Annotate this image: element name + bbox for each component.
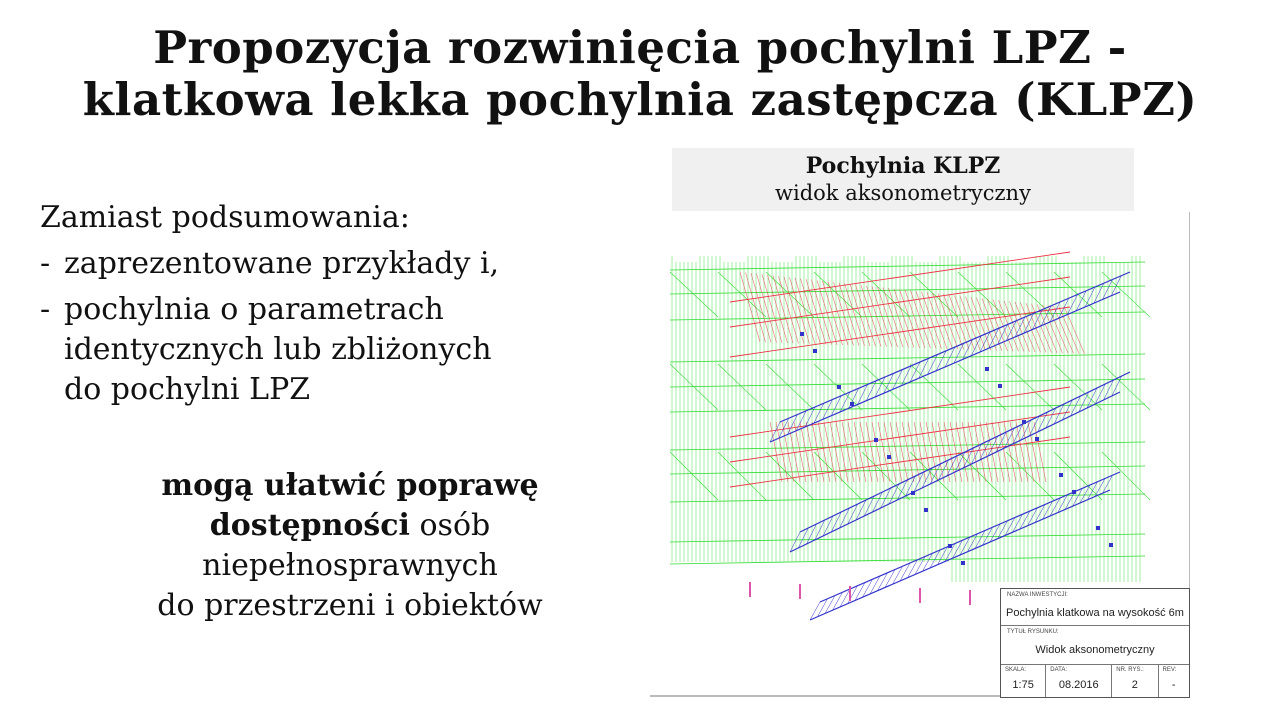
scaffold-brace	[766, 364, 814, 410]
title-block-meta-row	[1001, 664, 1189, 697]
title-block-drawing-row	[1001, 625, 1189, 665]
railing-line	[1048, 306, 1068, 354]
conclusion-block	[60, 466, 640, 626]
scaffold-brace	[718, 364, 766, 410]
conclusion-bold-1: mogą ułatwić poprawę	[161, 468, 539, 503]
railing-line	[776, 422, 788, 482]
railing-line	[834, 282, 854, 345]
conclusion-line-3: niepełnosprawnych	[202, 548, 498, 583]
slide-title	[0, 22, 1280, 126]
slide-title-line-2: klatkowa lekka pochylnia zastępcza (KLPZ)	[82, 73, 1198, 126]
railing-line	[992, 422, 1004, 482]
railing-line	[889, 288, 909, 347]
railing-line	[740, 272, 760, 342]
bullet-item-2	[40, 290, 499, 410]
railing-line	[1043, 305, 1063, 353]
scale-value: 1:75	[1012, 679, 1034, 691]
bullet-dash: -	[40, 292, 51, 327]
railing-line	[900, 289, 920, 347]
drawing-title-block	[1000, 588, 1190, 698]
rev-cell	[1159, 664, 1190, 697]
rev-value: -	[1171, 679, 1176, 691]
joint-node	[1072, 490, 1076, 494]
joint-node	[985, 367, 989, 371]
scaffold-ledger	[670, 262, 1145, 270]
railing-line	[872, 422, 884, 482]
scaffold-brace	[1102, 452, 1150, 500]
joint-node	[998, 384, 1002, 388]
railing-line	[1004, 301, 1024, 352]
railing-line	[790, 277, 810, 343]
scale-label: SKALA:	[1005, 667, 1027, 673]
railing-line	[944, 294, 964, 349]
bullet-2-line-1: pochylnia o parametrach	[64, 292, 444, 327]
railing-line	[860, 422, 872, 482]
joint-node	[1022, 420, 1026, 424]
scaffold-brace	[1102, 364, 1150, 410]
railing-line	[988, 299, 1008, 351]
bullet-item-1	[40, 244, 499, 284]
title-block-project-row	[1001, 589, 1189, 626]
railing-line	[800, 422, 812, 482]
railing-line	[999, 300, 1019, 351]
rev-label: REV:	[1162, 667, 1177, 673]
railing-line	[746, 273, 766, 343]
scaffold-brace	[1006, 364, 1054, 410]
bullet-2-line-3: do pochylni LPZ	[64, 372, 311, 407]
scale-cell	[1001, 664, 1046, 697]
conclusion-bold-2: dostępności	[209, 508, 410, 543]
bullet-dash: -	[40, 246, 51, 281]
conclusion-line-4: do przestrzeni i obiektów	[157, 588, 543, 623]
railing-line	[884, 422, 896, 482]
railing-line	[757, 274, 777, 343]
slide-title-line-1: Propozycja rozwinięcia pochylni LPZ -	[153, 21, 1127, 74]
drawing-value: Widok aksonometryczny	[1035, 644, 1155, 656]
drawing-label: TYTUŁ RYSUNKU:	[1007, 629, 1059, 635]
joint-node	[948, 544, 952, 548]
railing-line	[836, 422, 848, 482]
scaffold-brace	[862, 364, 910, 410]
date-value: 08.2016	[1058, 679, 1099, 691]
scaffold-brace	[862, 452, 910, 500]
bullet-2-line-2: identycznych lub zbliżonych	[64, 332, 492, 367]
scaffold-ledger	[670, 286, 1145, 294]
scaffold-brace	[1006, 452, 1054, 500]
railing-line	[845, 283, 865, 345]
scaffold-brace	[910, 364, 958, 410]
joint-node	[813, 349, 817, 353]
joint-node	[837, 385, 841, 389]
joint-node	[961, 561, 965, 565]
intro-text: Zamiast podsumowania:	[40, 200, 410, 235]
railing-line	[1010, 301, 1030, 351]
railing-line	[896, 422, 908, 482]
joint-node	[1096, 526, 1100, 530]
railing-line	[916, 291, 936, 348]
scaffold-brace	[670, 272, 718, 317]
scaffold-brace	[1054, 364, 1102, 410]
conclusion-line-2	[60, 506, 640, 546]
project-value: Pochylnia klatkowa na wysokość 6m	[1006, 607, 1184, 619]
number-label: NR. RYS.:	[1116, 667, 1144, 673]
railing-line	[966, 297, 986, 351]
joint-node	[1109, 543, 1113, 547]
number-value: 2	[1131, 679, 1138, 691]
railing-line	[977, 298, 997, 351]
railing-line	[1004, 422, 1016, 482]
joint-node	[924, 508, 928, 512]
joint-node	[850, 402, 854, 406]
bullet-list	[40, 244, 499, 416]
figure-caption-subtitle: widok aksonometryczny	[775, 181, 1031, 205]
railing-line	[908, 422, 920, 482]
scaffold-ledger	[670, 556, 1145, 564]
scaffold-ledger	[670, 534, 1145, 542]
figure-caption-title: Pochylnia KLPZ	[805, 153, 1001, 179]
joint-node	[874, 438, 878, 442]
date-label: DATA:	[1050, 667, 1068, 673]
date-cell	[1046, 664, 1112, 697]
joint-node	[887, 455, 891, 459]
bullet-1-line-1: zaprezentowane przykłady i,	[64, 246, 500, 281]
joint-node	[911, 491, 915, 495]
figure-caption	[672, 148, 1134, 211]
joint-node	[1035, 437, 1039, 441]
scaffold-brace	[718, 452, 766, 500]
scaffold-ledger	[670, 466, 1145, 474]
scaffold-brace	[1102, 272, 1150, 317]
railing-line	[779, 276, 799, 343]
scaffold-brace	[814, 452, 862, 500]
conclusion-line-1	[60, 466, 640, 506]
railing-line	[1016, 422, 1028, 482]
railing-line	[933, 293, 953, 349]
project-label: NAZWA INWESTYCJI:	[1007, 592, 1068, 598]
number-cell	[1112, 664, 1158, 697]
joint-node	[800, 332, 804, 336]
joint-node	[1059, 473, 1063, 477]
scaffold-brace	[670, 452, 718, 500]
railing-line	[922, 292, 942, 349]
railing-line	[848, 422, 860, 482]
conclusion-rest-1: osób	[409, 508, 491, 543]
railing-line	[768, 275, 788, 343]
